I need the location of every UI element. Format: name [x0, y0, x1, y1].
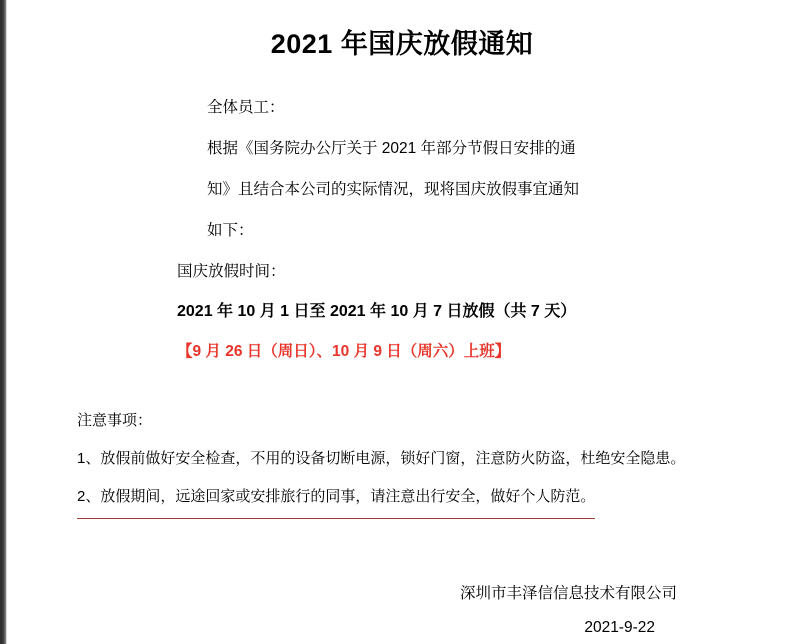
scan-edge-strip: [0, 0, 7, 644]
intro-line-1: 根据《国务院办公厅关于 2021 年部分节假日安排的通: [207, 140, 576, 157]
salutation: 全体员工：: [207, 99, 285, 116]
spacer: [77, 372, 737, 402]
holiday-date-range: 2021 年 10 月 1 日至 2021 年 10 月 7 日放假（共 7 天）: [177, 303, 577, 320]
note-item-1: 1、放假前做好安全检查，不用的设备切断电源，锁好门窗，注意防火防盗，杜绝安全隐患。: [77, 450, 686, 467]
document-content: [7, 0, 797, 644]
notes-title: 注意事项：: [77, 412, 153, 429]
note-row-1: [77, 440, 737, 478]
signature-company: 深圳市丰泽信信息技术有限公司: [459, 585, 677, 602]
workday-notice: 【9 月 26 日（周日）、10 月 9 日（周六）上班】: [177, 343, 511, 360]
page-title: 2021 年国庆放假通知: [270, 29, 534, 59]
signature-date: 2021-9-22: [584, 619, 655, 636]
document-body: [7, 87, 797, 644]
note-item-2: 2、放假期间，远途回家或安排旅行的同事，请注意出行安全，做好个人防范。: [77, 478, 595, 519]
intro-line-2: 知》且结合本公司的实际情况，现将国庆放假事宜通知: [207, 181, 580, 198]
note-row-2: [77, 478, 737, 519]
holiday-time-label: 国庆放假时间：: [177, 263, 286, 280]
intro-line-3: 如下：: [207, 222, 254, 239]
signature-block: [77, 577, 737, 644]
